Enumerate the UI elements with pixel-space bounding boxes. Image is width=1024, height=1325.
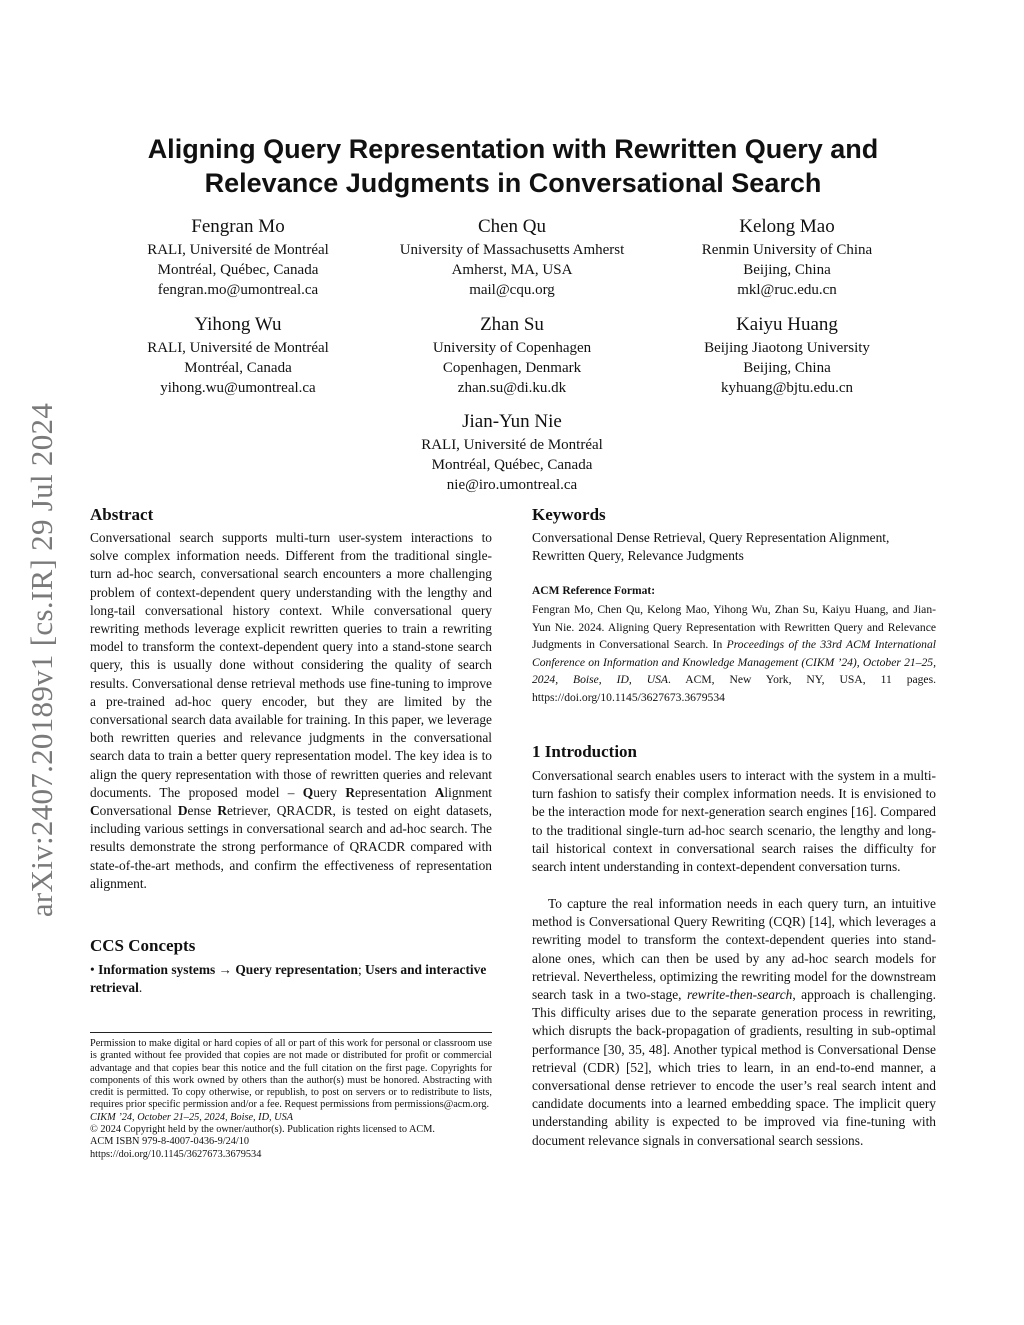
author-block xyxy=(662,312,912,398)
intro-paragraph-1: Conversational search enables users to interact with the system in a multi-turn fashion to satisfy their complex information needs. It is envisioned to be the interaction mode for next-generation search engines [16]. Compared to the traditional single-turn ad-hoc search scenario, the lengthy and long-tail historical context in conversational search raises the difficulty for search intent understanding in context-dependent conversation turns. xyxy=(532,768,936,875)
author-email[interactable]: zhan.su@di.ku.dk xyxy=(457,380,567,396)
author-block xyxy=(108,214,368,300)
author-email[interactable]: yihong.wu@umontreal.ca xyxy=(160,380,316,396)
author-location: Montréal, Québec, Canada xyxy=(431,457,593,473)
author-location: Amherst, MA, USA xyxy=(451,262,573,278)
author-location: Montréal, Québec, Canada xyxy=(157,262,319,278)
author-name: Zhan Su xyxy=(480,314,544,335)
ccs-term: Users and interactive retrieval xyxy=(90,962,487,996)
isbn: ACM ISBN 979-8-4007-0436-9/24/10 xyxy=(90,1136,250,1148)
author-affiliation: RALI, Université de Montréal xyxy=(421,437,603,453)
author-name: Yihong Wu xyxy=(194,314,282,335)
doi-link[interactable]: https://doi.org/10.1145/3627673.3679534 xyxy=(90,1148,262,1160)
title-line-1: Aligning Query Representation with Rewritten Query and xyxy=(147,134,879,164)
footnote xyxy=(90,1038,492,1161)
conference-info: CIKM ’24, October 21–25, 2024, Boise, ID, USA xyxy=(90,1111,294,1123)
acm-ref-text: Fengran Mo, Chen Qu, Kelong Mao, Yihong Wu, Zhan Su, Kaiyu Huang, and Jian-Yun Nie. 2024. Aligning Query Representation with Rewritten Query and Relevance Judgments in Conversational Search. In Proceedings of the 33rd ACM International Conference on Information and Knowledge Management (CIKM ’24), October 21–25, 2024, Boise, ID, USA. ACM, New York, NY, USA, 11 pages. https://doi.org/10.1145/3627673.3679534 xyxy=(532,603,936,704)
keywords-heading: Keywords xyxy=(532,505,606,524)
keywords-text: Conversational Dense Retrieval, Query Representation Alignment, Rewritten Query, Relevance Judgments xyxy=(532,530,890,564)
author-block xyxy=(108,312,368,398)
author-email[interactable]: mail@cqu.org xyxy=(469,282,555,298)
ccs-concepts-text: • Information systems → Query representation; Users and interactive retrieval. xyxy=(90,962,487,996)
abstract-text-part-2: QRACDR, is tested on eight datasets, including various settings in conversational search and ad-hoc search. The results demonstrate the strong performance of QRACDR compared with state-of-the-art methods, and confirm the effectiveness of representation alignment. xyxy=(90,803,492,891)
arxiv-id-text: arXiv:2407.20189v1 [cs.IR] 29 Jul 2024 xyxy=(24,402,59,918)
author-name: Fengran Mo xyxy=(191,216,285,237)
author-block xyxy=(662,214,912,300)
copyright-notice: © 2024 Copyright held by the owner/author(s). Publication rights licensed to ACM. xyxy=(90,1124,436,1136)
author-location: Montréal, Canada xyxy=(184,360,292,376)
author-email[interactable]: fengran.mo@umontreal.ca xyxy=(157,282,319,298)
author-affiliation: University of Copenhagen xyxy=(432,340,592,356)
author-block xyxy=(372,214,652,300)
author-location: Beijing, China xyxy=(743,360,831,376)
author-affiliation: RALI, Université de Montréal xyxy=(147,340,329,356)
author-name: Chen Qu xyxy=(477,216,547,237)
author-block xyxy=(372,409,652,495)
intro-paragraph-2: To capture the real information needs in each query turn, an intuitive method is Conversational Query Rewriting (CQR) [14], which leverages a rewriting model to transform the context-dependent queries into stand-alone ones, which can then be used by any ad-hoc search models for retrieval. Nevertheless, optimizing the rewriting model for the downstream search task in a two-stage, rewrite-then-search, approach is challenging. This difficulty arises due to the separate generation process in rewriting, which disrupts the back-propagation of gradients, resulting in sub-optimal performance [30, 35, 48]. Another typical method is Conversational Dense retrieval (CDR) [52], which tries to learn, in an end-to-end manner, a conversational dense retriever to encode the user’s real search intent and candidate documents into a learned embedding space. The implicit query understanding ability is expected to be improved via fine-tuning with document relevance signals in conversational search sessions. xyxy=(532,896,936,1148)
author-location: Copenhagen, Denmark xyxy=(442,360,582,376)
author-affiliation: Beijing Jiaotong University xyxy=(704,340,870,356)
author-name: Jian-Yun Nie xyxy=(462,411,562,432)
ccs-term: Query representation xyxy=(235,962,358,977)
abstract-text xyxy=(90,529,492,893)
introduction-heading: 1 Introduction xyxy=(532,742,638,761)
abstract-text-part-1: Conversational search supports multi-turn user-system interactions to solve complex information needs. Different from the traditional single-turn ad-hoc search, conversational search encounters a more challenging problem of context-dependent query understanding with the lengthy and long-tail conversational history context. While conversational query rewriting methods leverage explicit rewritten queries to train a rewriting model to transform the context-dependent query into a stand-stone search query, this is usually done without considering the quality of search results. Conversational dense retrieval methods use fine-tuning to improve a pre-trained ad-hoc query encoder, but they are limited by the conversational search data available for training. In this paper, we leverage both rewritten queries and relevance judgments in the conversational search data to train a better query representation model. The key idea is to align the query representation with those of rewritten queries and relevant documents. The proposed model – xyxy=(90,530,492,800)
author-name: Kelong Mao xyxy=(739,216,835,237)
author-email[interactable]: mkl@ruc.edu.cn xyxy=(737,282,837,298)
author-email[interactable]: nie@iro.umontreal.ca xyxy=(446,477,578,493)
abstract-heading: Abstract xyxy=(90,505,154,524)
ccs-term: Information systems xyxy=(98,962,216,977)
footnote-divider xyxy=(90,1032,492,1033)
permission-notice: Permission to make digital or hard copies of all or part of this work for personal or classroom use is granted without fee provided that copies are not made or distributed for profit or commercial advantage and that copies bear this notice and the full citation on the first page. Copyrights for components of this work owned by others than the author(s) must be honored. Abstracting with credit is permitted. To copy otherwise, or republish, to post on servers or to redistribute to lists, requires prior specific permission and/or a fee. Request permissions from permissions@acm.org. xyxy=(90,1038,492,1111)
arrow-icon: → xyxy=(218,962,232,977)
author-affiliation: RALI, Université de Montréal xyxy=(147,242,329,258)
model-name: Query Representation Alignment Conversational Dense Retriever, xyxy=(90,784,492,819)
author-affiliation: University of Massachusetts Amherst xyxy=(399,242,625,258)
author-affiliation: Renmin University of China xyxy=(701,242,873,258)
author-email[interactable]: kyhuang@bjtu.edu.cn xyxy=(720,380,854,396)
title-line-2: Relevance Judgments in Conversational Search xyxy=(204,168,822,198)
ccs-heading: CCS Concepts xyxy=(90,936,196,955)
author-name: Kaiyu Huang xyxy=(736,314,838,335)
paper-title xyxy=(90,132,936,200)
arxiv-stamp xyxy=(12,380,72,940)
acm-ref-heading: ACM Reference Format: xyxy=(532,585,656,597)
author-location: Beijing, China xyxy=(743,262,831,278)
author-block xyxy=(372,312,652,398)
